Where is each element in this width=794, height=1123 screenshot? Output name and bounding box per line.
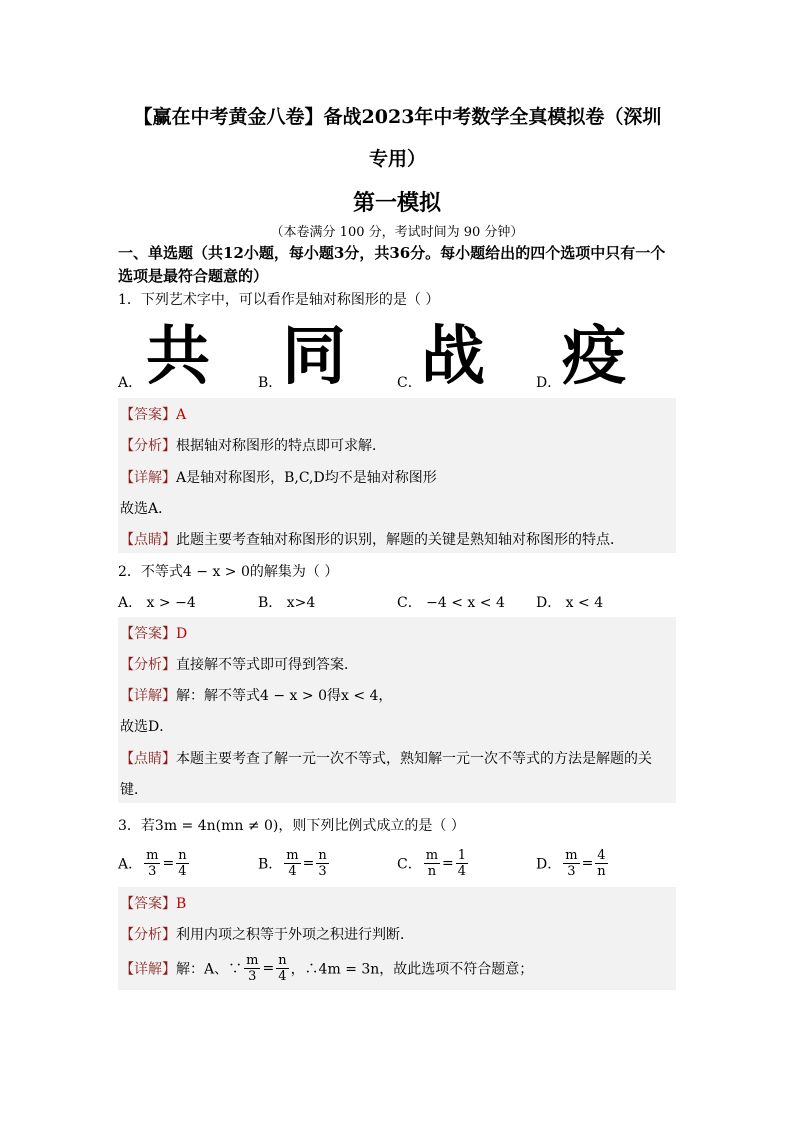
- q3-option-b: B． $\frac{m}{4}$ = $\frac{n}{3}$: [258, 848, 327, 879]
- q1-analysis: 【分析】根据轴对称图形的特点即可求解．: [120, 438, 386, 454]
- q1-option-c-label: C．: [397, 375, 422, 391]
- q1-solution-box: [118, 398, 676, 553]
- q2-choose: 故选D．: [120, 719, 174, 735]
- section-heading: 一、单选题（共12小题，每小题3分，共36分。每小题给出的四个选项中只有一个选项是最符合题意的）: [118, 244, 666, 285]
- q2-option-c: C． −4 < x < 4: [397, 595, 505, 611]
- q1-detail: 【详解】A是轴对称图形，B,C,D均不是轴对称图形: [120, 470, 437, 486]
- exam-subtitle: 第一模拟: [352, 190, 441, 216]
- q2-solution-box: [118, 617, 676, 803]
- q3-stem: 3．若3m = 4n(mn ≠ 0)，则下列比例式成立的是（ ）: [118, 818, 465, 834]
- q2-analysis: 【分析】直接解不等式即可得到答案．: [120, 657, 358, 673]
- q1-answer: 【答案】A: [120, 407, 187, 423]
- q3-analysis: 【分析】利用内项之积等于外项之积进行判断．: [120, 927, 414, 943]
- q3-option-d: D． $\frac{m}{3}$ = $\frac{4}{n}$: [536, 848, 606, 879]
- q3-options: [118, 848, 678, 884]
- q1-comment: 【点睛】此题主要考查轴对称图形的识别，解题的关键是熟知轴对称图形的特点．: [120, 532, 624, 548]
- q3-solution-box: [118, 887, 676, 990]
- q1-stem: 1．下列艺术字中，可以看作是轴对称图形的是（ ）: [118, 292, 440, 308]
- q2-comment-cont: 键．: [120, 782, 148, 798]
- q3-answer: 【答案】B: [120, 896, 187, 912]
- q2-stem: 2．不等式4 − x > 0的解集为（ ）: [118, 564, 339, 580]
- q2-comment: 【点睛】本题主要考查了解一元一次不等式，熟知解一元一次不等式的方法是解题的关: [120, 751, 652, 767]
- exam-title-line2: 专用）: [368, 148, 426, 170]
- exam-note: （本卷满分 100 分，考试时间为 90 分钟）: [270, 225, 524, 240]
- q1-option-a-glyph: 共: [146, 320, 210, 394]
- q3-option-c: C． $\frac{m}{n}$ = $\frac{1}{4}$: [397, 848, 467, 879]
- q1-option-b-glyph: 同: [282, 320, 346, 394]
- q2-answer: 【答案】D: [120, 626, 188, 642]
- q2-options: [118, 592, 678, 612]
- q1-option-c-glyph: 战: [421, 320, 485, 394]
- exam-title-line1: 【赢在中考黄金八卷】备战2023年中考数学全真模拟卷（深圳: [133, 106, 662, 128]
- q1-option-d-glyph: 疫: [562, 320, 626, 394]
- q2-option-a: A． x > −4: [118, 595, 196, 611]
- q3-detail: 【详解】解：A、∵ $\frac{m}{3}$ = $\frac{n}{4}$ ，∴4m = 3n，故此选项不符合题意；: [120, 953, 534, 984]
- q3-option-a: A． $\frac{m}{3}$ = $\frac{n}{4}$: [118, 848, 187, 879]
- q2-detail: 【详解】解：解不等式4 − x > 0得x < 4，: [120, 688, 393, 704]
- q1-option-a-label: A．: [118, 375, 143, 391]
- q2-option-d: D． x < 4: [536, 595, 604, 611]
- q2-option-b: B． x>4: [258, 595, 316, 611]
- q1-option-b-label: B．: [258, 375, 283, 391]
- q1-choose: 故选A．: [120, 501, 173, 517]
- q1-option-d-label: D．: [536, 375, 562, 391]
